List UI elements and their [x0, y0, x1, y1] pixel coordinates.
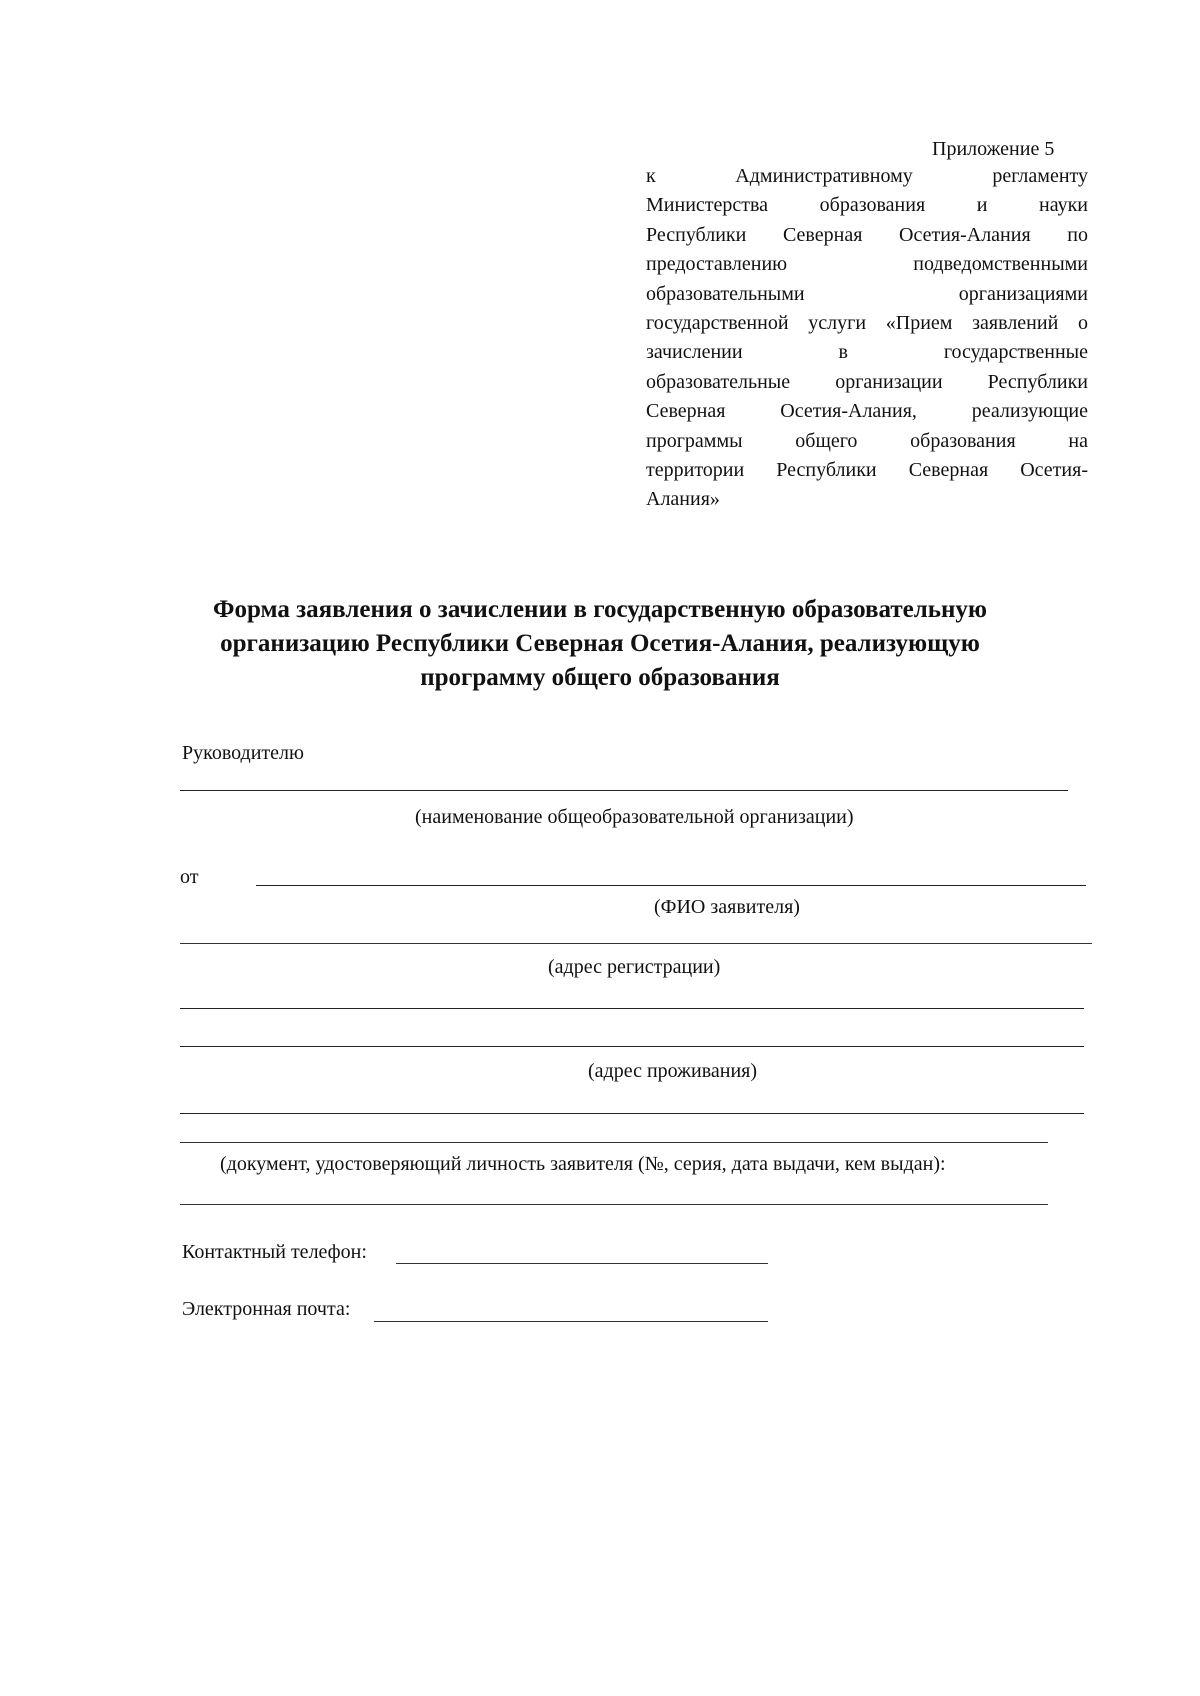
living-address-line-2[interactable]	[180, 1113, 1084, 1114]
appendix-word: о	[1078, 311, 1088, 334]
appendix-word: Осетия-Алания,	[780, 400, 917, 423]
form-title-line-3: программу общего образования	[420, 664, 780, 691]
appendix-word: заявлений	[972, 311, 1059, 334]
applicant-fio-line[interactable]	[256, 885, 1086, 886]
appendix-word: на	[1068, 429, 1088, 452]
appendix-word: в	[838, 341, 848, 364]
phone-field-line[interactable]	[396, 1263, 768, 1264]
appendix-word: образования	[910, 429, 1016, 452]
appendix-word: реализующие	[971, 400, 1088, 423]
appendix-word: к	[646, 165, 656, 187]
appendix-line	[646, 456, 1088, 485]
appendix-word: Северная	[782, 223, 863, 246]
appendix-line	[646, 427, 1088, 456]
appendix-title: Приложение 5	[932, 138, 1055, 160]
appendix-word: Республики	[646, 223, 747, 246]
registration-address-line[interactable]	[180, 943, 1092, 944]
applicant-fio-hint: (ФИО заявителя)	[654, 896, 800, 918]
registration-address-line-2[interactable]	[180, 1008, 1084, 1009]
appendix-word: Осетия-	[1020, 458, 1088, 481]
appendix-word: «Прием	[885, 311, 953, 334]
appendix-word: и	[976, 194, 988, 217]
appendix-reference	[646, 162, 1088, 515]
appendix-line	[646, 309, 1088, 338]
phone-label: Контактный телефон:	[182, 1241, 367, 1263]
appendix-word: Административному	[735, 165, 913, 187]
appendix-line	[646, 338, 1088, 367]
appendix-line	[646, 221, 1088, 250]
appendix-word: организации	[835, 370, 943, 393]
appendix-line	[646, 368, 1088, 397]
org-name-hint: (наименование общеобразовательной организации)	[415, 806, 854, 828]
appendix-word: науки	[1039, 194, 1088, 217]
living-address-line[interactable]	[180, 1046, 1084, 1047]
appendix-word: образовательные	[646, 370, 791, 393]
appendix-line	[646, 162, 1088, 191]
appendix-line	[646, 250, 1088, 279]
appendix-word: регламенту	[992, 165, 1088, 187]
org-name-line[interactable]	[180, 790, 1068, 791]
appendix-word: Алания»	[646, 488, 720, 511]
id-document-line-2[interactable]	[180, 1204, 1048, 1205]
appendix-word: Осетия-Алания	[899, 223, 1031, 246]
email-field-line[interactable]	[374, 1321, 768, 1322]
appendix-word: по	[1067, 223, 1088, 246]
registration-address-hint: (адрес регистрации)	[548, 956, 721, 978]
appendix-word: зачислении	[646, 341, 743, 364]
appendix-line	[646, 191, 1088, 220]
appendix-line	[646, 397, 1088, 426]
id-document-line[interactable]	[180, 1142, 1048, 1143]
appendix-word: предоставлению	[646, 253, 788, 276]
from-label: от	[180, 866, 199, 888]
appendix-word: Республики	[776, 458, 877, 481]
appendix-word: образования	[819, 194, 926, 217]
appendix-word: территории	[646, 458, 745, 481]
appendix-word: программы	[646, 429, 743, 452]
addressee-label: Руководителю	[182, 742, 304, 764]
appendix-word: Северная	[908, 458, 989, 481]
appendix-word: общего	[795, 429, 858, 452]
appendix-word: Республики	[987, 370, 1088, 393]
appendix-word: государственной	[646, 311, 789, 334]
email-label: Электронная почта:	[182, 1298, 351, 1320]
appendix-word: Северная	[646, 400, 726, 423]
appendix-word: Министерства	[646, 194, 769, 217]
appendix-word: государственные	[943, 341, 1088, 364]
form-title-line-2: организацию Республики Северная Осетия-Алания, реализующую	[220, 630, 980, 657]
form-title	[150, 593, 1050, 695]
appendix-word: образовательными	[646, 282, 805, 305]
appendix-line	[646, 280, 1088, 309]
form-title-line-1: Форма заявления о зачислении в государственную образовательную	[212, 596, 988, 623]
id-document-hint: (документ, удостоверяющий личность заявителя (№, серия, дата выдачи, кем выдан):	[220, 1153, 946, 1175]
appendix-word: услуги	[808, 311, 867, 334]
appendix-line	[646, 485, 1088, 514]
appendix-word: организациями	[958, 282, 1088, 305]
living-address-hint: (адрес проживания)	[588, 1060, 758, 1082]
appendix-word: подведомственными	[913, 253, 1088, 276]
